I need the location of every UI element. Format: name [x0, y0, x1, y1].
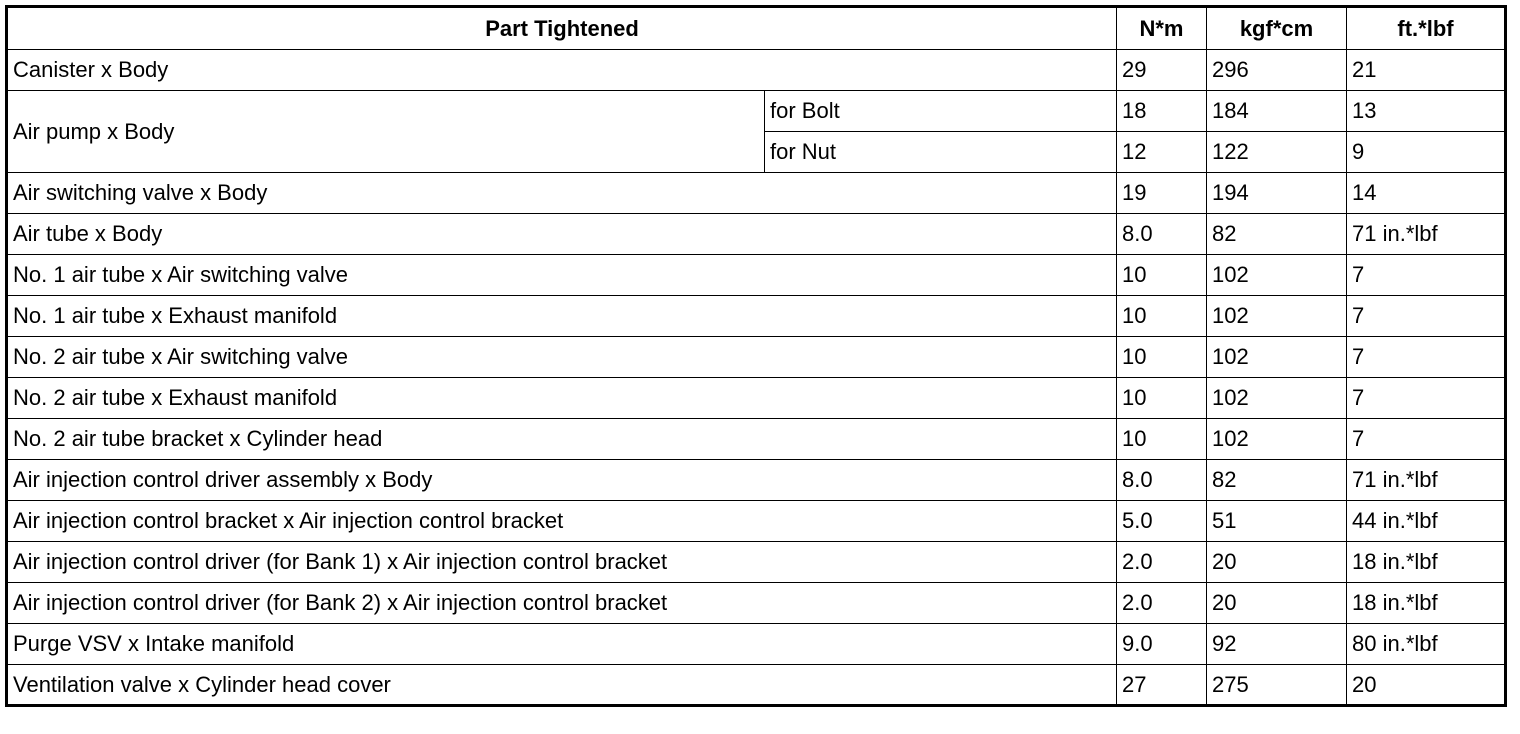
ft-cell: 9	[1347, 132, 1506, 173]
nm-cell: 18	[1117, 91, 1207, 132]
kgf-cell: 82	[1207, 214, 1347, 255]
table-row	[7, 665, 1506, 706]
ft-cell: 71 in.*lbf	[1347, 460, 1506, 501]
fastener-cell: for Nut	[765, 132, 1117, 173]
kgf-cell: 275	[1207, 665, 1347, 706]
nm-cell: 2.0	[1117, 583, 1207, 624]
ft-cell: 7	[1347, 419, 1506, 460]
fastener-cell: for Bolt	[765, 91, 1117, 132]
ft-cell: 7	[1347, 337, 1506, 378]
table-row	[7, 91, 1506, 132]
kgf-cell: 102	[1207, 378, 1347, 419]
part-cell: No. 2 air tube x Exhaust manifold	[7, 378, 1117, 419]
nm-cell: 5.0	[1117, 501, 1207, 542]
nm-cell: 10	[1117, 337, 1207, 378]
part-cell: Air tube x Body	[7, 214, 1117, 255]
nm-cell: 10	[1117, 378, 1207, 419]
header-ft-lbf: ft.*lbf	[1347, 7, 1506, 50]
ft-cell: 13	[1347, 91, 1506, 132]
torque-spec-table	[5, 5, 1507, 707]
table-row	[7, 255, 1506, 296]
ft-cell: 14	[1347, 173, 1506, 214]
table-header-row	[7, 7, 1506, 50]
nm-cell: 27	[1117, 665, 1207, 706]
table-row	[7, 460, 1506, 501]
kgf-cell: 122	[1207, 132, 1347, 173]
part-cell: Air injection control bracket x Air injection control bracket	[7, 501, 1117, 542]
nm-cell: 10	[1117, 296, 1207, 337]
kgf-cell: 20	[1207, 583, 1347, 624]
ft-cell: 7	[1347, 296, 1506, 337]
part-cell: Air injection control driver (for Bank 1) x Air injection control bracket	[7, 542, 1117, 583]
kgf-cell: 184	[1207, 91, 1347, 132]
nm-cell: 8.0	[1117, 460, 1207, 501]
part-cell: No. 1 air tube x Air switching valve	[7, 255, 1117, 296]
part-cell: Purge VSV x Intake manifold	[7, 624, 1117, 665]
ft-cell: 7	[1347, 378, 1506, 419]
ft-cell: 44 in.*lbf	[1347, 501, 1506, 542]
header-kgf-cm: kgf*cm	[1207, 7, 1347, 50]
ft-cell: 20	[1347, 665, 1506, 706]
table-row	[7, 50, 1506, 91]
table-row	[7, 583, 1506, 624]
ft-cell: 80 in.*lbf	[1347, 624, 1506, 665]
table-row	[7, 337, 1506, 378]
part-cell: Air injection control driver assembly x Body	[7, 460, 1117, 501]
table-row	[7, 624, 1506, 665]
part-cell: No. 2 air tube bracket x Cylinder head	[7, 419, 1117, 460]
kgf-cell: 194	[1207, 173, 1347, 214]
nm-cell: 9.0	[1117, 624, 1207, 665]
part-cell: Air switching valve x Body	[7, 173, 1117, 214]
kgf-cell: 102	[1207, 337, 1347, 378]
kgf-cell: 102	[1207, 296, 1347, 337]
part-cell: Air pump x Body	[7, 91, 765, 173]
kgf-cell: 92	[1207, 624, 1347, 665]
table-row	[7, 378, 1506, 419]
ft-cell: 71 in.*lbf	[1347, 214, 1506, 255]
nm-cell: 8.0	[1117, 214, 1207, 255]
kgf-cell: 51	[1207, 501, 1347, 542]
ft-cell: 7	[1347, 255, 1506, 296]
part-cell: Canister x Body	[7, 50, 1117, 91]
ft-cell: 18 in.*lbf	[1347, 583, 1506, 624]
nm-cell: 10	[1117, 255, 1207, 296]
kgf-cell: 82	[1207, 460, 1347, 501]
nm-cell: 12	[1117, 132, 1207, 173]
nm-cell: 19	[1117, 173, 1207, 214]
table-row	[7, 173, 1506, 214]
nm-cell: 29	[1117, 50, 1207, 91]
part-cell: Air injection control driver (for Bank 2) x Air injection control bracket	[7, 583, 1117, 624]
table-row	[7, 542, 1506, 583]
ft-cell: 18 in.*lbf	[1347, 542, 1506, 583]
table-row	[7, 419, 1506, 460]
table-row	[7, 214, 1506, 255]
part-cell: Ventilation valve x Cylinder head cover	[7, 665, 1117, 706]
kgf-cell: 20	[1207, 542, 1347, 583]
nm-cell: 10	[1117, 419, 1207, 460]
nm-cell: 2.0	[1117, 542, 1207, 583]
header-nm: N*m	[1117, 7, 1207, 50]
table-row	[7, 296, 1506, 337]
kgf-cell: 102	[1207, 419, 1347, 460]
header-part-tightened: Part Tightened	[7, 7, 1117, 50]
table-row	[7, 501, 1506, 542]
part-cell: No. 2 air tube x Air switching valve	[7, 337, 1117, 378]
kgf-cell: 102	[1207, 255, 1347, 296]
kgf-cell: 296	[1207, 50, 1347, 91]
ft-cell: 21	[1347, 50, 1506, 91]
part-cell: No. 1 air tube x Exhaust manifold	[7, 296, 1117, 337]
